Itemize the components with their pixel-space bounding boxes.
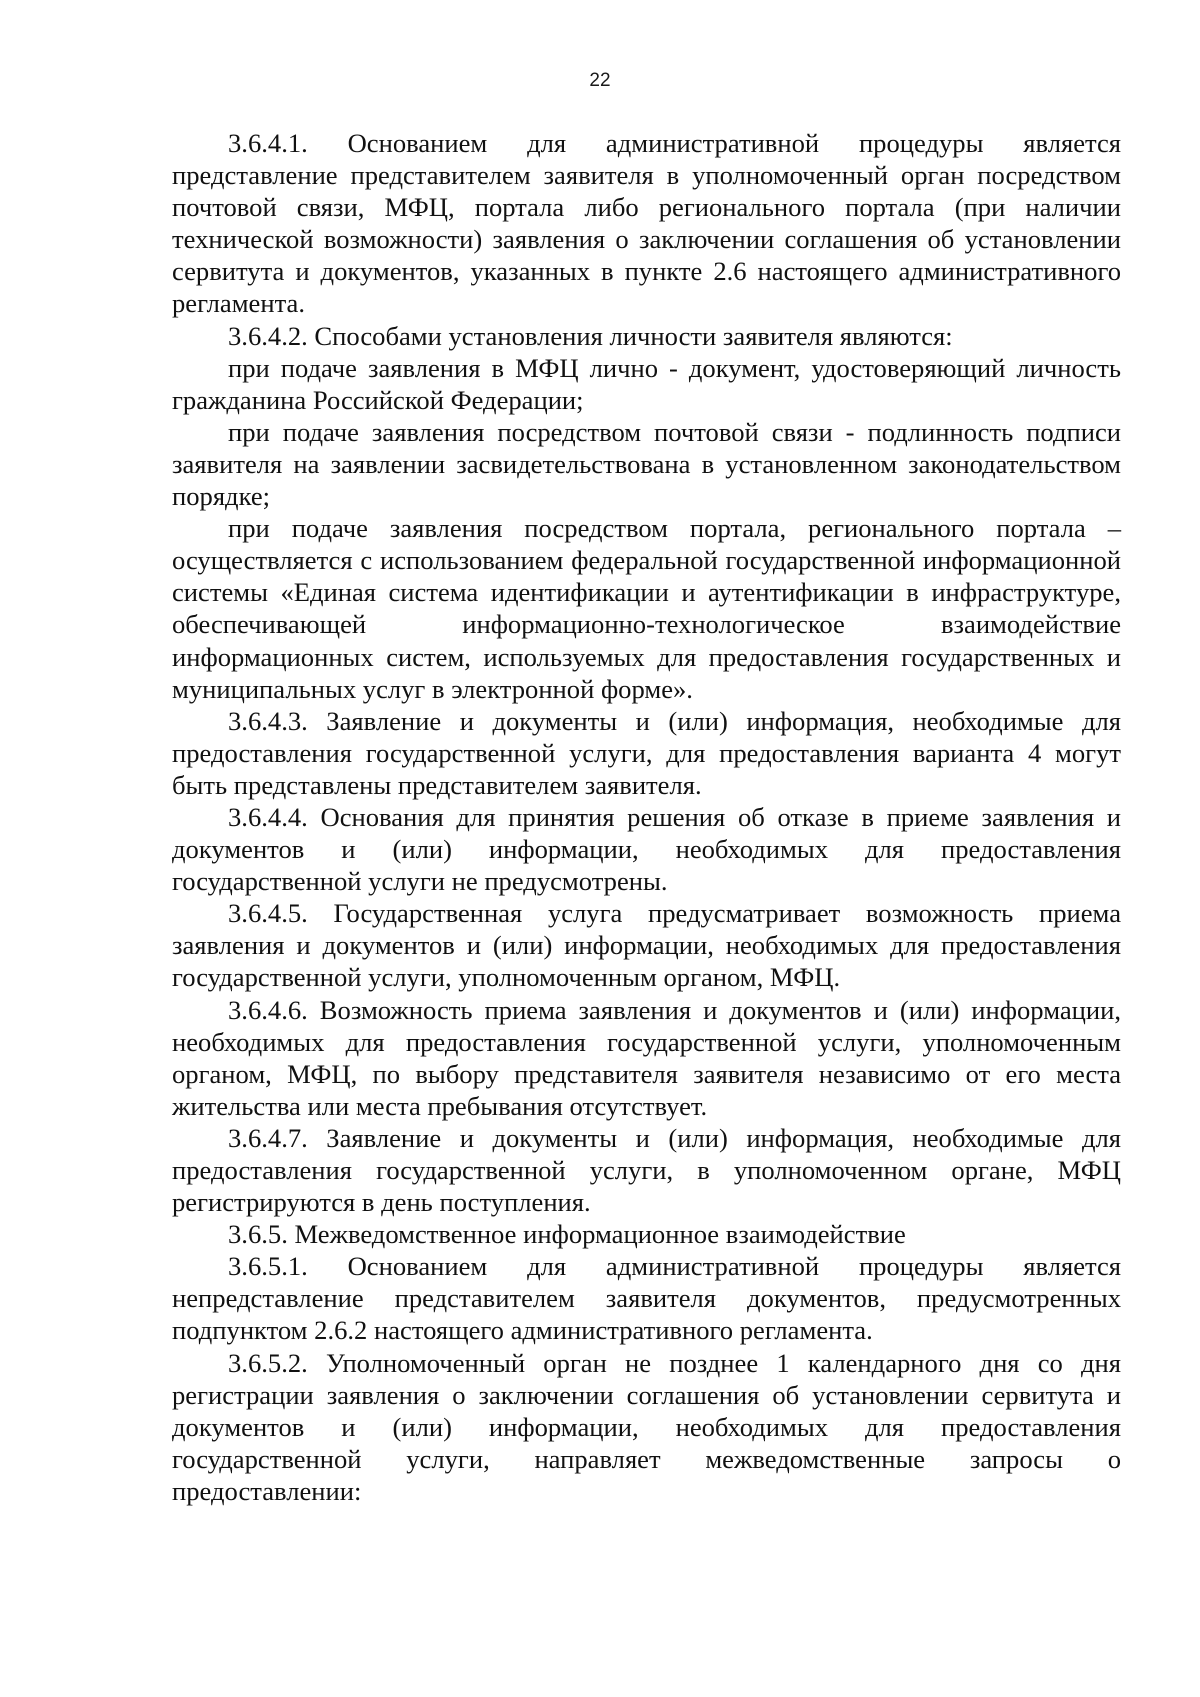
paragraph-3-6-4-4: 3.6.4.4. Основания для принятия решения об отказе в приеме заявления и документов и (или) информации, необходимых для предоставления государственной услуги не предусмотрены. <box>172 801 1121 897</box>
page-number: 22 <box>589 70 611 91</box>
paragraph-3-6-4-6: 3.6.4.6. Возможность приема заявления и документов и (или) информации, необходимых для предоставления государственной услуги, уполномоченным органом, МФЦ, по выбору представителя заявителя независимо от его места жительства или места пребывания отсутствует. <box>172 994 1121 1121</box>
paragraph-3-6-4-1: 3.6.4.1. Основанием для административной процедуры является представление представителем заявителя в уполномоченный орган посредством почтовой связи, МФЦ, портала либо регионального портала (при наличии технической возможности) заявления о заключении соглашения об установлении сервитута и документов, указанных в пункте 2.6 настоящего административного регламента. <box>172 128 1121 319</box>
section-heading-3-6-5: 3.6.5. Межведомственное информационное взаимодействие <box>228 1219 906 1250</box>
paragraph-3-6-5-1: 3.6.5.1. Основанием для административной процедуры является непредставление представителем заявителя документов, предусмотренных подпунктом 2.6.2 настоящего административного регламента. <box>172 1251 1121 1346</box>
document-body <box>172 127 1121 1507</box>
paragraph-portal: при подаче заявления посредством портала, регионального портала – осуществляется с использованием федеральной государственной информационной системы «Единая система идентификации и аутентификации в инфраструктуре, обеспечивающей информационно-технологическое взаимодействие информационных систем, используемых для предоставления государственных и муниципальных услуг в электронной форме». <box>172 513 1121 704</box>
paragraph-3-6-4-5: 3.6.4.5. Государственная услуга предусматривает возможность приема заявления и документов и (или) информации, необходимых для предоставления государственной услуги, уполномоченным органом, МФЦ. <box>172 898 1121 993</box>
paragraph-mfc-in-person: при подаче заявления в МФЦ лично - документ, удостоверяющий личность гражданина Российской Федерации; <box>172 352 1121 415</box>
paragraph-3-6-4-7: 3.6.4.7. Заявление и документы и (или) информация, необходимые для предоставления государственной услуги, в уполномоченном органе, МФЦ регистрируются в день поступления. <box>172 1122 1121 1218</box>
paragraph-3-6-4-2: 3.6.4.2. Способами установления личности заявителя являются: <box>228 320 953 351</box>
paragraph-3-6-5-2: 3.6.5.2. Уполномоченный орган не позднее 1 календарного дня со дня регистрации заявления о заключении соглашения об установлении сервитута и документов и (или) информации, необходимых для предоставления государственной услуги, направляет межведомственные запросы о предоставлении: <box>172 1347 1121 1506</box>
paragraph-3-6-4-3: 3.6.4.3. Заявление и документы и (или) информация, необходимые для предоставления государственной услуги, для предоставления варианта 4 могут быть представлены представителем заявителя. <box>172 705 1121 800</box>
paragraph-postal: при подаче заявления посредством почтовой связи - подлинность подписи заявителя на заявлении засвидетельствована в установленном законодательством порядке; <box>172 416 1121 512</box>
